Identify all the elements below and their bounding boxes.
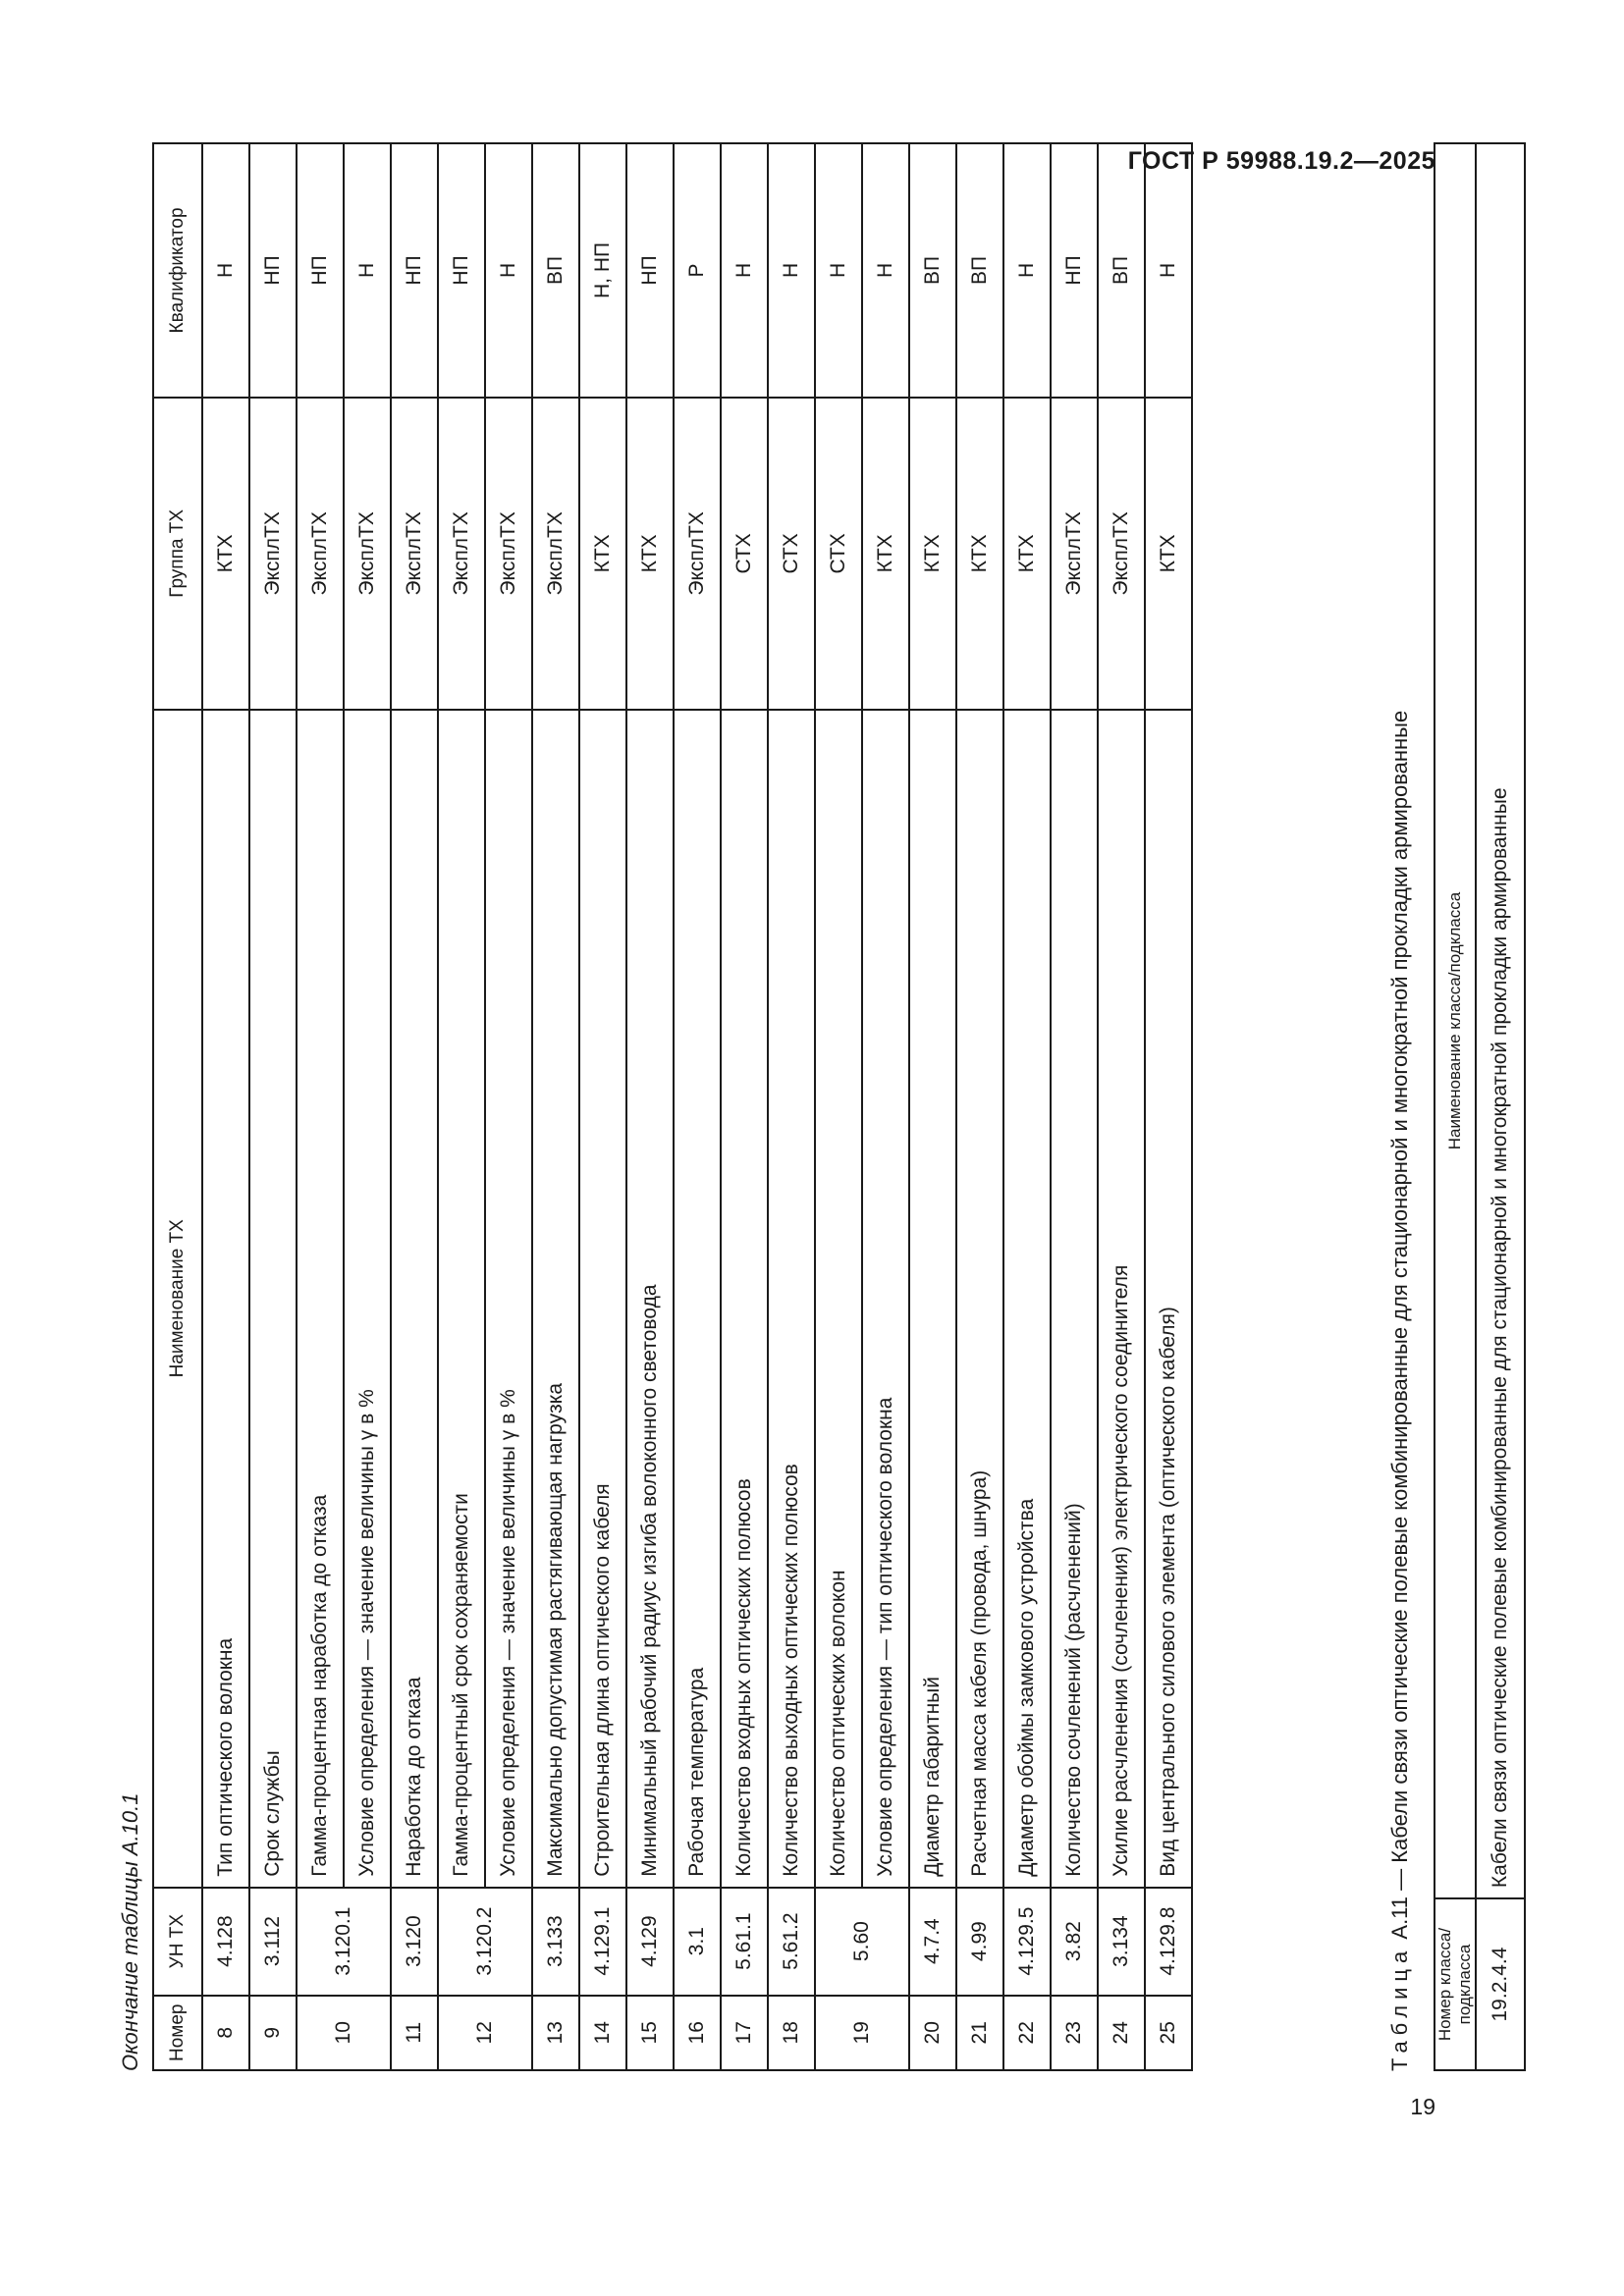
table-row: [391, 143, 438, 2070]
row-number: 16: [674, 1996, 721, 2070]
row-number: 9: [249, 1996, 297, 2070]
row-number: 12: [438, 1996, 532, 2070]
row-number: 15: [626, 1996, 674, 2070]
row-code: 4.128: [202, 1888, 249, 1996]
table-subrow: [344, 143, 391, 2070]
row-code: 3.112: [249, 1888, 297, 1996]
row-group: ЭксплТХ: [1051, 398, 1098, 710]
row-group: ЭксплТХ: [297, 398, 344, 710]
col-header-qualifier: Квалификатор: [153, 143, 202, 398]
row-name: Максимально допустимая растягивающая нагрузка: [532, 710, 579, 1888]
row-qualifier: Н: [344, 143, 391, 398]
row-name: Расчетная масса кабеля (провода, шнура): [956, 710, 1003, 1888]
row-group: ЭксплТХ: [674, 398, 721, 710]
document-code: ГОСТ Р 59988.19.2—2025: [1127, 147, 1435, 175]
row-group: СТХ: [768, 398, 815, 710]
row-name: Рабочая температура: [674, 710, 721, 1888]
row-number: 23: [1051, 1996, 1098, 2070]
row-group: КТХ: [579, 398, 626, 710]
table-row: [297, 143, 344, 2070]
row-qualifier: Н: [768, 143, 815, 398]
row-qualifier: Р: [674, 143, 721, 398]
row-qualifier: НП: [249, 143, 297, 398]
row-code: 4.129.8: [1145, 1888, 1192, 1996]
row-code: 3.134: [1098, 1888, 1145, 1996]
row-qualifier: Н: [485, 143, 532, 398]
table-row: [1145, 143, 1192, 2070]
row-group: ЭксплТХ: [532, 398, 579, 710]
row-group: КТХ: [862, 398, 909, 710]
row-name: Тип оптического волокна: [202, 710, 249, 1888]
row-code: 3.133: [532, 1888, 579, 1996]
class-number: 19.2.4.4: [1476, 1898, 1525, 2070]
col-header-number: Номер: [153, 1996, 202, 2070]
row-group: СТХ: [815, 398, 862, 710]
characteristics-table: [152, 142, 1193, 2071]
row-code: 4.129.1: [579, 1888, 626, 1996]
row-number: 13: [532, 1996, 579, 2070]
row-qualifier: Н: [1145, 143, 1192, 398]
row-qualifier: НП: [391, 143, 438, 398]
table-header-row: [1435, 143, 1476, 2070]
table-row: [1098, 143, 1145, 2070]
table-row: [579, 143, 626, 2070]
row-number: 22: [1003, 1996, 1051, 2070]
col-header-group: Группа ТХ: [153, 398, 202, 710]
row-qualifier: ВП: [1098, 143, 1145, 398]
row-qualifier: Н: [815, 143, 862, 398]
table-row: [721, 143, 768, 2070]
row-qualifier: Н: [1003, 143, 1051, 398]
table-row: [626, 143, 674, 2070]
row-number: 20: [909, 1996, 956, 2070]
row-qualifier: ВП: [532, 143, 579, 398]
row-number: 25: [1145, 1996, 1192, 2070]
row-code: 3.1: [674, 1888, 721, 1996]
row-group: ЭксплТХ: [438, 398, 485, 710]
col-header-class-number: Номер класса/подкласса: [1435, 1898, 1476, 2070]
col-header-name: Наименование ТХ: [153, 710, 202, 1888]
col-header-code: УН ТХ: [153, 1888, 202, 1996]
row-qualifier: Н, НП: [579, 143, 626, 398]
caption-table-title: А.11 — Кабели связи оптические полевые комбинированные для стационарной и многократной прокладки армированные: [1387, 710, 1412, 1940]
row-name: Минимальный рабочий радиус изгиба волоконного световода: [626, 710, 674, 1888]
table-row: [815, 143, 862, 2070]
table-row: [249, 143, 297, 2070]
table-header-row: [153, 143, 202, 2070]
table-subrow: [485, 143, 532, 2070]
row-name: Наработка до отказа: [391, 710, 438, 1888]
row-group: ЭксплТХ: [344, 398, 391, 710]
row-number: 21: [956, 1996, 1003, 2070]
row-name: Срок службы: [249, 710, 297, 1888]
row-code: 3.120.1: [297, 1888, 391, 1996]
caption-table-word: Таблица: [1387, 1945, 1412, 2071]
row-number: 10: [297, 1996, 391, 2070]
row-number: 19: [815, 1996, 909, 2070]
row-group: ЭксплТХ: [1098, 398, 1145, 710]
row-number: 14: [579, 1996, 626, 2070]
table-row: [674, 143, 721, 2070]
row-number: 18: [768, 1996, 815, 2070]
class-name: Кабели связи оптические полевые комбинированные для стационарной и многократной прокладки армированные: [1476, 143, 1525, 1898]
table-row: [202, 143, 249, 2070]
table-row: [1476, 143, 1525, 2070]
row-qualifier: ВП: [909, 143, 956, 398]
row-name: Строительная длина оптического кабеля: [579, 710, 626, 1888]
table-subrow: [862, 143, 909, 2070]
row-name: Условие определения — значение величины γ в %: [485, 710, 532, 1888]
row-name: Гамма-процентный срок сохраняемости: [438, 710, 485, 1888]
row-code: 5.60: [815, 1888, 909, 1996]
row-number: 24: [1098, 1996, 1145, 2070]
row-name: Количество выходных оптических полюсов: [768, 710, 815, 1888]
table-row: [438, 143, 485, 2070]
table-row: [909, 143, 956, 2070]
row-qualifier: НП: [438, 143, 485, 398]
row-code: 5.61.2: [768, 1888, 815, 1996]
row-name: Вид центрального силового элемента (оптического кабеля): [1145, 710, 1192, 1888]
row-name: Условие определения — значение величины γ в %: [344, 710, 391, 1888]
row-name: Количество входных оптических полюсов: [721, 710, 768, 1888]
table-row: [532, 143, 579, 2070]
row-code: 4.129.5: [1003, 1888, 1051, 1996]
row-qualifier: Н: [202, 143, 249, 398]
row-group: СТХ: [721, 398, 768, 710]
row-code: 3.82: [1051, 1888, 1098, 1996]
row-code: 5.61.1: [721, 1888, 768, 1996]
row-group: ЭксплТХ: [485, 398, 532, 710]
row-qualifier: ВП: [956, 143, 1003, 398]
row-name: Диаметр габаритный: [909, 710, 956, 1888]
row-qualifier: НП: [1051, 143, 1098, 398]
page-number: 19: [1410, 2094, 1435, 2119]
table-row: [1003, 143, 1051, 2070]
row-name: Количество сочленений (расчленений): [1051, 710, 1098, 1888]
row-name: Условие определения — тип оптического волокна: [862, 710, 909, 1888]
row-qualifier: НП: [626, 143, 674, 398]
row-number: 11: [391, 1996, 438, 2070]
row-name: Усилие расчленения (сочленения) электрического соединителя: [1098, 710, 1145, 1888]
col-header-class-name: Наименование класса/подкласса: [1435, 143, 1476, 1898]
row-code: 3.120: [391, 1888, 438, 1996]
table-row: [1051, 143, 1098, 2070]
row-qualifier: Н: [721, 143, 768, 398]
row-group: КТХ: [1003, 398, 1051, 710]
row-number: 17: [721, 1996, 768, 2070]
row-group: КТХ: [202, 398, 249, 710]
row-name: Гамма-процентная наработка до отказа: [297, 710, 344, 1888]
table-row: [768, 143, 815, 2070]
row-group: КТХ: [956, 398, 1003, 710]
row-qualifier: Н: [862, 143, 909, 398]
table-row: [956, 143, 1003, 2070]
row-qualifier: НП: [297, 143, 344, 398]
row-name: Количество оптических волокон: [815, 710, 862, 1888]
rotated-page-content: [108, 108, 1511, 2071]
class-table: [1434, 142, 1526, 2071]
row-code: 4.129: [626, 1888, 674, 1996]
row-group: ЭксплТХ: [391, 398, 438, 710]
row-group: КТХ: [1145, 398, 1192, 710]
row-code: 3.120.2: [438, 1888, 532, 1996]
row-group: КТХ: [626, 398, 674, 710]
row-number: 8: [202, 1996, 249, 2070]
table-a11-caption: [1387, 711, 1413, 2071]
row-code: 4.7.4: [909, 1888, 956, 1996]
row-group: КТХ: [909, 398, 956, 710]
table-continuation-caption: Окончание таблицы А.10.1: [118, 1792, 142, 2071]
row-group: ЭксплТХ: [249, 398, 297, 710]
row-code: 4.99: [956, 1888, 1003, 1996]
row-name: Диаметр обоймы замкового устройства: [1003, 710, 1051, 1888]
